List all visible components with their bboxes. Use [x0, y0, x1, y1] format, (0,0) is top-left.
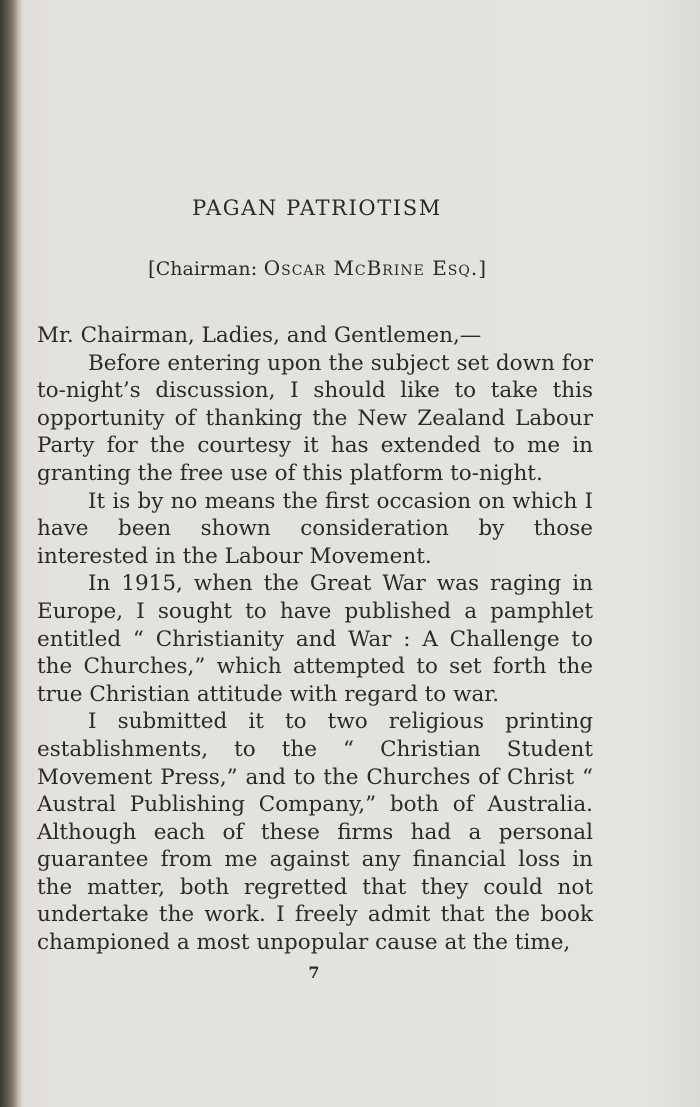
paragraph-4: I submitted it to two religious printing establishments, to the “ Christian Student Movement Press,” and to the Churches of Christ “ Austral Publishing Company,” both of Australia. Although each of these firms had a personal guarantee from me against any financial loss in the matter, both regretted that they could not undertake the work. I freely admit that the book championed a most unpopular cause at the time, — [37, 709, 593, 956]
paragraph-3: In 1915, when the Great War was raging in Europe, I sought to have published a pamphlet entitled “ Christianity and War : A Challenge to the Churches,” which attempted to set forth the true Christian attitude with regard to war. — [37, 571, 593, 707]
paragraph-salutation: Mr. Chairman, Ladies, and Gentlemen,— — [37, 323, 482, 348]
paragraph-1: Before entering upon the subject set down for to-night’s discussion, I should like to take this opportunity of thanking the New Zealand Labour Party for the courtesy it has extended to me in granting the free use of this platform to-night. — [37, 350, 593, 486]
chairman-line — [0, 256, 634, 280]
chair-name: Oscar McBrine Esq. — [263, 256, 479, 280]
chair-separator: : — [250, 256, 264, 280]
paragraph-2: It is by no means the first occasion on which I have been shown consideration by those interested in the Labour Movement. — [37, 488, 593, 569]
book-spine-shadow — [0, 0, 22, 1107]
chapter-title: PAGAN PATRIOTISM — [192, 196, 442, 220]
chair-label: Chairman — [155, 258, 251, 280]
chair-open-bracket: [ — [147, 256, 156, 280]
body-text — [37, 322, 593, 957]
page-number: 7 — [308, 963, 320, 982]
chair-close-bracket: ] — [478, 256, 487, 280]
